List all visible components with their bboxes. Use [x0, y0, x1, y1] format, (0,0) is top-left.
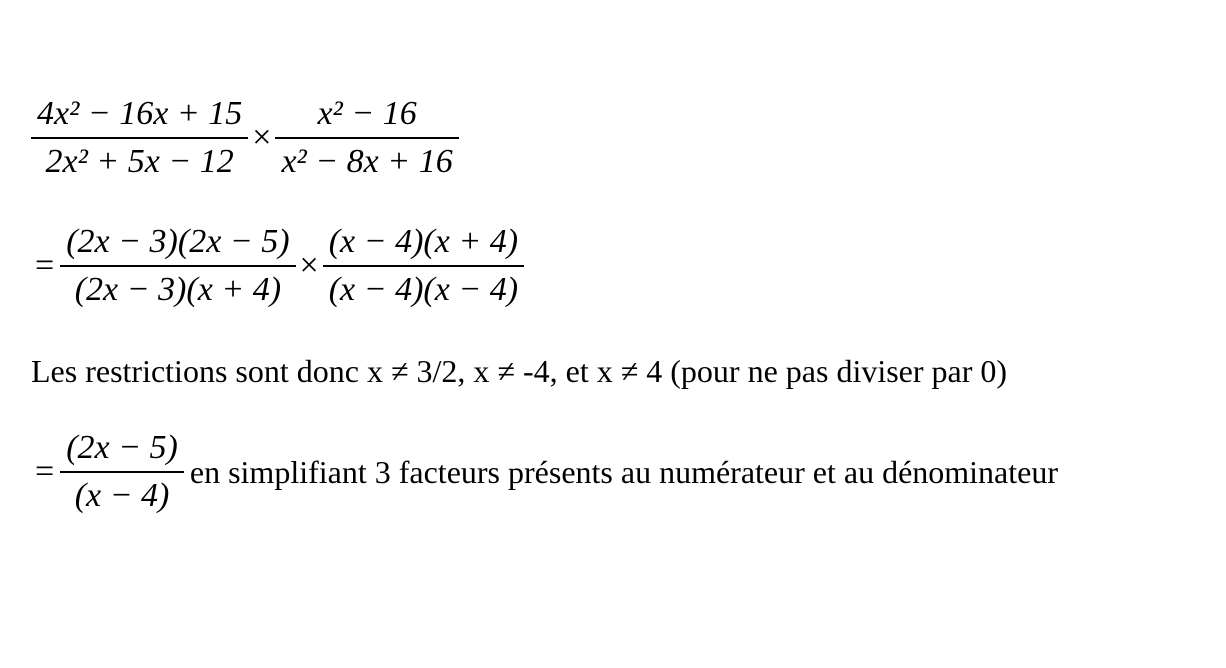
restrictions-line: [31, 351, 1007, 391]
fraction-2-numerator: x² − 16: [317, 95, 417, 132]
fraction-simplified-denominator: (x − 4): [74, 477, 170, 514]
times-operator: ×: [252, 119, 272, 156]
fraction-2-factored-numerator: (x − 4)(x + 4): [328, 223, 519, 260]
restrictions-text: Les restrictions sont donc x ≠ 3/2, x ≠ -4, et x ≠ 4 (pour ne pas diviser par 0): [31, 353, 1008, 389]
times-operator: ×: [299, 247, 319, 284]
fraction-simplified: [60, 428, 184, 516]
fraction-simplified-numerator: (2x − 5): [66, 429, 178, 466]
fraction-1: [31, 94, 248, 182]
fraction-1-factored-numerator: (2x − 3)(2x − 5): [66, 223, 290, 260]
equals-sign: =: [35, 247, 55, 284]
fraction-1-denominator: 2x² + 5x − 12: [45, 143, 234, 180]
fraction-1-factored: [60, 222, 295, 310]
fraction-1-factored-denominator: (2x − 3)(x + 4): [74, 271, 282, 308]
fraction-2-factored: [323, 222, 524, 310]
fraction-1-numerator: 4x² − 16x + 15: [37, 95, 243, 132]
expression-original: [31, 94, 459, 182]
simplification-explanation: en simplifiant 3 facteurs présents au numérateur et au dénominateur: [189, 454, 1058, 490]
fraction-2-denominator: x² − 8x + 16: [281, 143, 453, 180]
expression-simplified: [31, 428, 1058, 516]
fraction-2: [275, 94, 458, 182]
expression-factored: [31, 222, 524, 310]
fraction-2-factored-denominator: (x − 4)(x − 4): [328, 271, 519, 308]
equals-sign: =: [35, 453, 55, 490]
